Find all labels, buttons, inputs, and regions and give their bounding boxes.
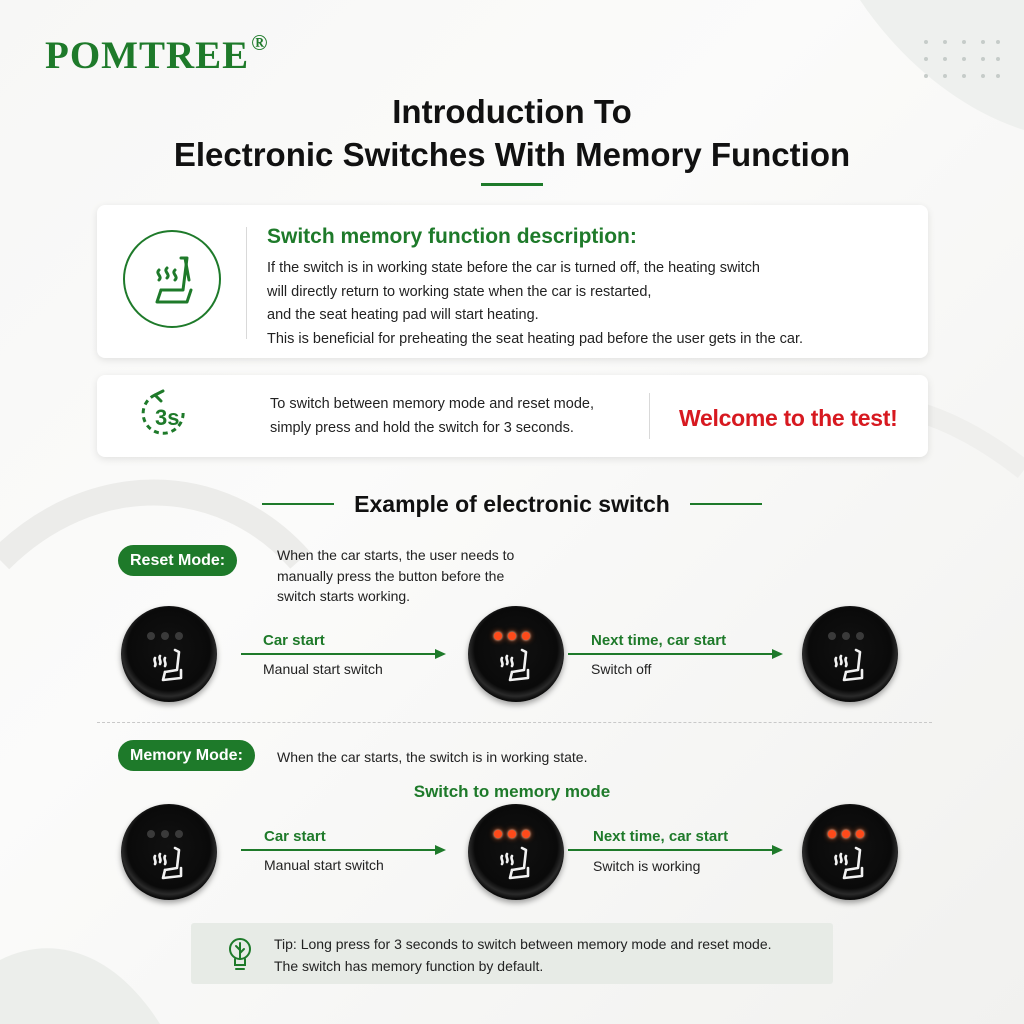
memory-step1-sub: Manual start switch: [264, 857, 384, 873]
memory-description-text: If the switch is in working state before the car is turned off, the heating switch will directly return to working state when the car is restarted, and the seat heating pad will start heating. This is beneficial for preheating the seat heating pad before the user gets in the car.: [267, 260, 804, 347]
indicator-led: [494, 632, 502, 640]
arrow-right-icon: [241, 844, 447, 856]
tip-text: Tip: Long press for 3 seconds to switch between memory mode and reset mode. The switch has memory function by default.: [274, 936, 772, 974]
long-press-instructions: To switch between memory mode and reset mode, simply press and hold the switch for 3 seconds.: [270, 396, 594, 436]
memory-description-heading: Switch memory function description:: [267, 225, 637, 248]
section-divider: [97, 722, 932, 723]
page-title: Introduction To Electronic Switches With Memory Function: [173, 93, 851, 173]
indicator-led: [522, 632, 530, 640]
brand-logo: POMTREE®: [45, 30, 269, 77]
seat-heater-switch: [802, 804, 898, 900]
timer-3s-icon: [133, 389, 195, 441]
arrow-right-icon: [241, 648, 447, 660]
seat-heater-switch: [468, 804, 564, 900]
indicator-led: [842, 830, 850, 838]
heated-seat-icon: [832, 846, 868, 880]
reset-step1-sub: Manual start switch: [263, 661, 383, 677]
memory-step2-title: Next time, car start: [593, 828, 729, 845]
indicator-led: [175, 830, 183, 838]
card-divider: [649, 393, 650, 439]
heated-seat-icon: [151, 846, 187, 880]
seat-heater-switch: [468, 606, 564, 702]
memory-step1-title: Car start: [264, 828, 326, 845]
heated-seat-icon: [498, 648, 534, 682]
indicator-led: [175, 632, 183, 640]
heading-rule-right: [690, 503, 762, 505]
indicator-led: [161, 632, 169, 640]
indicator-led: [856, 632, 864, 640]
memory-mode-badge: Memory Mode:: [118, 740, 255, 771]
card-divider: [246, 227, 247, 339]
memory-description-card: [97, 205, 928, 358]
reset-mode-badge: Reset Mode:: [118, 545, 237, 576]
memory-mode-note: Switch to memory mode: [413, 782, 611, 801]
indicator-led: [147, 830, 155, 838]
example-heading: Example of electronic switch: [354, 491, 670, 517]
reset-step2-sub: Switch off: [591, 661, 652, 677]
indicator-led: [494, 830, 502, 838]
seat-heater-switch: [802, 606, 898, 702]
memory-step2-sub: Switch is working: [593, 858, 701, 874]
indicator-led: [828, 830, 836, 838]
arrow-right-icon: [568, 844, 784, 856]
indicator-led: [856, 830, 864, 838]
welcome-text: Welcome to the test!: [679, 405, 898, 431]
heated-seat-icon: [498, 846, 534, 880]
seat-heater-switch: [121, 804, 217, 900]
heated-seat-icon: [832, 648, 868, 682]
indicator-led: [522, 830, 530, 838]
indicator-led: [508, 632, 516, 640]
indicator-led: [508, 830, 516, 838]
indicator-led: [842, 632, 850, 640]
indicator-led: [828, 632, 836, 640]
memory-mode-description: When the car starts, the switch is in working state.: [277, 749, 588, 765]
lightbulb-icon: [225, 933, 255, 975]
svg-text:3s: 3s: [155, 405, 180, 430]
title-underline: [481, 183, 543, 186]
reset-step2-title: Next time, car start: [591, 632, 727, 649]
reset-mode-description: When the car starts, the user needs to manually press the button before the switch starts working.: [277, 547, 515, 604]
seat-heater-switch: [121, 606, 217, 702]
tip-box: [191, 923, 833, 984]
indicator-led: [161, 830, 169, 838]
heated-seat-icon: [123, 230, 221, 328]
long-press-card: [97, 375, 928, 457]
arrow-right-icon: [568, 648, 784, 660]
heated-seat-icon: [151, 648, 187, 682]
decorative-dots: [924, 40, 1004, 82]
indicator-led: [147, 632, 155, 640]
reset-step1-title: Car start: [263, 632, 325, 649]
